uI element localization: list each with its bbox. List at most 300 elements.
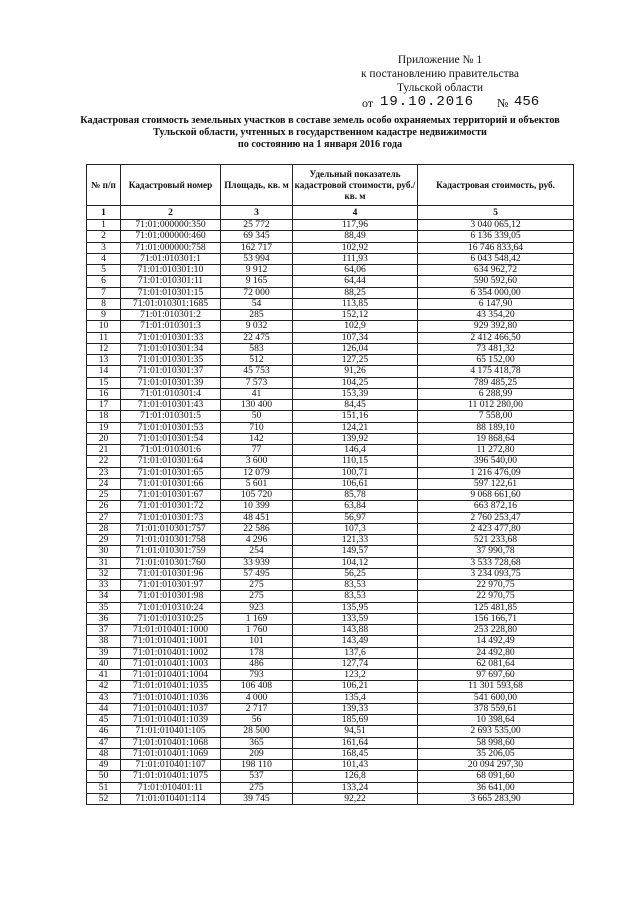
cadastral-number-cell: 71:01:010301:34 [121, 343, 221, 354]
cadastral-value-cell: 156 166,71 [418, 613, 574, 624]
area-cell: 9 032 [221, 321, 293, 332]
table-row [87, 366, 574, 377]
specific-value-cell: 92,22 [293, 793, 418, 804]
row-number-cell: 41 [87, 670, 121, 681]
row-number-cell: 23 [87, 467, 121, 478]
area-cell: 33 939 [221, 557, 293, 568]
specific-value-cell: 83,53 [293, 591, 418, 602]
area-cell: 209 [221, 748, 293, 759]
specific-value-cell: 153,39 [293, 388, 418, 399]
specific-value-cell: 101,43 [293, 760, 418, 771]
table-row [87, 287, 574, 298]
cadastral-value-cell: 20 094 297,30 [418, 760, 574, 771]
title-line: по состоянию на 1 января 2016 года [237, 139, 403, 150]
area-cell: 22 586 [221, 523, 293, 534]
cadastral-number-cell: 71:01:010401:1069 [121, 748, 221, 759]
cadastral-value-cell: 24 492,80 [418, 647, 574, 658]
appendix-region: Тульской области [396, 82, 483, 94]
decree-stamp [362, 94, 572, 110]
cadastral-number-cell: 71:01:010301:11 [121, 276, 221, 287]
cadastral-number-cell: 71:01:010401:11 [121, 782, 221, 793]
specific-value-cell: 135,4 [293, 692, 418, 703]
cadastral-value-cell: 16 746 833,64 [418, 242, 574, 253]
table-row [87, 715, 574, 726]
table-row [87, 478, 574, 489]
table-row [87, 512, 574, 523]
cadastral-number-cell: 71:01:010301:67 [121, 490, 221, 501]
column-index: 3 [221, 206, 293, 220]
decree-number: 456 [514, 94, 540, 110]
area-cell: 41 [221, 388, 293, 399]
area-cell: 53 994 [221, 253, 293, 264]
cadastral-value-cell: 3 533 728,68 [418, 557, 574, 568]
cadastral-value-cell: 4 175 418,78 [418, 366, 574, 377]
specific-value-cell: 113,85 [293, 298, 418, 309]
cadastral-value-cell: 2 412 466,50 [418, 332, 574, 343]
table-row [87, 321, 574, 332]
cadastral-value-cell: 3 665 283,90 [418, 793, 574, 804]
specific-value-cell: 117,96 [293, 220, 418, 231]
row-number-cell: 31 [87, 557, 121, 568]
area-cell: 365 [221, 737, 293, 748]
cadastral-value-cell: 36 641,00 [418, 782, 574, 793]
row-number-cell: 34 [87, 591, 121, 602]
cadastral-number-cell: 71:01:010301:1685 [121, 298, 221, 309]
area-cell: 4 000 [221, 692, 293, 703]
cadastral-value-cell: 58 998,60 [418, 737, 574, 748]
area-cell: 50 [221, 411, 293, 422]
specific-value-cell: 127,25 [293, 355, 418, 366]
specific-value-cell: 94,51 [293, 726, 418, 737]
area-cell: 9 165 [221, 276, 293, 287]
row-number-cell: 40 [87, 658, 121, 669]
row-number-cell: 45 [87, 715, 121, 726]
row-number-cell: 37 [87, 625, 121, 636]
cadastral-value-cell: 88 189,10 [418, 422, 574, 433]
row-number-cell: 3 [87, 242, 121, 253]
specific-value-cell: 149,57 [293, 546, 418, 557]
column-index: 4 [293, 206, 418, 220]
row-number-cell: 43 [87, 692, 121, 703]
table-row [87, 501, 574, 512]
column-number-row [87, 206, 574, 220]
row-number-cell: 48 [87, 748, 121, 759]
cadastral-number-cell: 71:01:010301:758 [121, 535, 221, 546]
cadastral-value-cell: 10 398,64 [418, 715, 574, 726]
area-cell: 48 451 [221, 512, 293, 523]
cadastral-number-cell: 71:01:010401:1002 [121, 647, 221, 658]
cadastral-value-cell: 22 970,75 [418, 591, 574, 602]
table-row [87, 692, 574, 703]
table-row [87, 377, 574, 388]
cadastral-number-cell: 71:01:010301:64 [121, 456, 221, 467]
specific-value-cell: 121,33 [293, 535, 418, 546]
row-number-cell: 8 [87, 298, 121, 309]
appendix-block [330, 53, 550, 95]
cadastral-number-cell: 71:01:010301:53 [121, 422, 221, 433]
table-row [87, 400, 574, 411]
row-number-cell: 36 [87, 613, 121, 624]
cadastral-value-cell: 11 012 280,00 [418, 400, 574, 411]
area-cell: 105 720 [221, 490, 293, 501]
area-cell: 254 [221, 546, 293, 557]
row-number-cell: 46 [87, 726, 121, 737]
cadastral-number-cell: 71:01:010301:72 [121, 501, 221, 512]
column-header-number: № п/п [87, 165, 121, 206]
table-row [87, 760, 574, 771]
specific-value-cell: 146,4 [293, 445, 418, 456]
specific-value-cell: 126,04 [293, 343, 418, 354]
row-number-cell: 10 [87, 321, 121, 332]
specific-value-cell: 139,92 [293, 433, 418, 444]
table-row [87, 613, 574, 624]
cadastral-value-cell: 14 492,49 [418, 636, 574, 647]
row-number-cell: 24 [87, 478, 121, 489]
cadastral-number-cell: 71:01:010301:33 [121, 332, 221, 343]
cadastral-number-cell: 71:01:010401:1004 [121, 670, 221, 681]
column-header-cadastral-number: Кадастровый номер [121, 165, 221, 206]
row-number-cell: 1 [87, 220, 121, 231]
specific-value-cell: 107,3 [293, 523, 418, 534]
cadastral-value-cell: 3 040 065,12 [418, 220, 574, 231]
table-row [87, 388, 574, 399]
area-cell: 178 [221, 647, 293, 658]
specific-value-cell: 139,33 [293, 703, 418, 714]
specific-value-cell: 100,71 [293, 467, 418, 478]
area-cell: 142 [221, 433, 293, 444]
specific-value-cell: 88,49 [293, 231, 418, 242]
specific-value-cell: 151,16 [293, 411, 418, 422]
table-row [87, 602, 574, 613]
cadastral-value-cell: 253 228,80 [418, 625, 574, 636]
cadastral-number-cell: 71:01:000000:460 [121, 231, 221, 242]
table-row [87, 726, 574, 737]
row-number-cell: 14 [87, 366, 121, 377]
cadastral-value-cell: 11 301 593,68 [418, 681, 574, 692]
table-row [87, 242, 574, 253]
column-index: 1 [87, 206, 121, 220]
table-body [87, 220, 574, 805]
specific-value-cell: 152,12 [293, 310, 418, 321]
table-row [87, 771, 574, 782]
cadastral-number-cell: 71:01:010401:1039 [121, 715, 221, 726]
area-cell: 77 [221, 445, 293, 456]
cadastral-value-cell: 62 081,64 [418, 658, 574, 669]
cadastral-value-cell: 22 970,75 [418, 580, 574, 591]
column-header-area: Площадь, кв. м [221, 165, 293, 206]
table-row [87, 670, 574, 681]
area-cell: 198 110 [221, 760, 293, 771]
row-number-cell: 2 [87, 231, 121, 242]
specific-value-cell: 111,93 [293, 253, 418, 264]
table-row [87, 568, 574, 579]
table-row [87, 748, 574, 759]
row-number-cell: 27 [87, 512, 121, 523]
area-cell: 275 [221, 580, 293, 591]
row-number-cell: 39 [87, 647, 121, 658]
row-number-cell: 16 [87, 388, 121, 399]
area-cell: 2 717 [221, 703, 293, 714]
specific-value-cell: 63,84 [293, 501, 418, 512]
cadastral-number-cell: 71:01:010301:5 [121, 411, 221, 422]
area-cell: 10 399 [221, 501, 293, 512]
cadastral-number-cell: 71:01:010401:1075 [121, 771, 221, 782]
table-row [87, 546, 574, 557]
table-row [87, 591, 574, 602]
cadastral-number-cell: 71:01:010301:37 [121, 366, 221, 377]
cadastral-number-cell: 71:01:010401:1003 [121, 658, 221, 669]
cadastral-number-cell: 71:01:010301:97 [121, 580, 221, 591]
specific-value-cell: 88,25 [293, 287, 418, 298]
appendix-title: Приложение № 1 [397, 54, 483, 66]
row-number-cell: 52 [87, 793, 121, 804]
cadastral-value-cell: 789 485,25 [418, 377, 574, 388]
cadastral-value-table [86, 164, 574, 805]
table-row [87, 737, 574, 748]
cadastral-number-cell: 71:01:010301:66 [121, 478, 221, 489]
row-number-cell: 19 [87, 422, 121, 433]
cadastral-value-cell: 97 697,60 [418, 670, 574, 681]
table-row [87, 580, 574, 591]
cadastral-number-cell: 71:01:010310:25 [121, 613, 221, 624]
area-cell: 285 [221, 310, 293, 321]
cadastral-number-cell: 71:01:010301:4 [121, 388, 221, 399]
cadastral-number-cell: 71:01:010401:1037 [121, 703, 221, 714]
area-cell: 486 [221, 658, 293, 669]
cadastral-value-cell: 73 481,32 [418, 343, 574, 354]
specific-value-cell: 126,8 [293, 771, 418, 782]
cadastral-number-cell: 71:01:010301:6 [121, 445, 221, 456]
cadastral-number-cell: 71:01:000000:758 [121, 242, 221, 253]
row-number-cell: 29 [87, 535, 121, 546]
specific-value-cell: 124,21 [293, 422, 418, 433]
area-cell: 5 601 [221, 478, 293, 489]
table-row [87, 411, 574, 422]
decree-date-prefix: от [362, 96, 374, 110]
table-row [87, 343, 574, 354]
row-number-cell: 49 [87, 760, 121, 771]
cadastral-value-cell: 1 216 476,09 [418, 467, 574, 478]
cadastral-number-cell: 71:01:010301:1 [121, 253, 221, 264]
cadastral-value-cell: 541 600,00 [418, 692, 574, 703]
table-row [87, 703, 574, 714]
table-row [87, 793, 574, 804]
table-row [87, 647, 574, 658]
specific-value-cell: 102,92 [293, 242, 418, 253]
specific-value-cell: 127,74 [293, 658, 418, 669]
table-row [87, 253, 574, 264]
row-number-cell: 11 [87, 332, 121, 343]
cadastral-number-cell: 71:01:010301:73 [121, 512, 221, 523]
cadastral-number-cell: 71:01:010401:1000 [121, 625, 221, 636]
cadastral-number-cell: 71:01:010301:759 [121, 546, 221, 557]
area-cell: 4 296 [221, 535, 293, 546]
area-cell: 7 573 [221, 377, 293, 388]
cadastral-value-cell: 37 990,78 [418, 546, 574, 557]
area-cell: 923 [221, 602, 293, 613]
row-number-cell: 5 [87, 265, 121, 276]
specific-value-cell: 168,45 [293, 748, 418, 759]
row-number-cell: 6 [87, 276, 121, 287]
cadastral-value-cell: 6 147,90 [418, 298, 574, 309]
specific-value-cell: 91,26 [293, 366, 418, 377]
cadastral-value-cell: 521 233,68 [418, 535, 574, 546]
cadastral-value-cell: 6 354 000,00 [418, 287, 574, 298]
row-number-cell: 47 [87, 737, 121, 748]
column-index: 5 [418, 206, 574, 220]
area-cell: 162 717 [221, 242, 293, 253]
table-row [87, 658, 574, 669]
row-number-cell: 4 [87, 253, 121, 264]
cadastral-number-cell: 71:01:010301:3 [121, 321, 221, 332]
cadastral-value-cell: 396 540,00 [418, 456, 574, 467]
row-number-cell: 9 [87, 310, 121, 321]
table-row [87, 298, 574, 309]
cadastral-number-cell: 71:01:010401:107 [121, 760, 221, 771]
area-cell: 72 000 [221, 287, 293, 298]
row-number-cell: 33 [87, 580, 121, 591]
area-cell: 45 753 [221, 366, 293, 377]
specific-value-cell: 185,69 [293, 715, 418, 726]
cadastral-number-cell: 71:01:010401:1068 [121, 737, 221, 748]
area-cell: 25 772 [221, 220, 293, 231]
specific-value-cell: 137,6 [293, 647, 418, 658]
cadastral-value-cell: 125 481,85 [418, 602, 574, 613]
specific-value-cell: 123,2 [293, 670, 418, 681]
cadastral-value-cell: 663 872,16 [418, 501, 574, 512]
cadastral-value-cell: 65 152,00 [418, 355, 574, 366]
cadastral-number-cell: 71:01:010301:760 [121, 557, 221, 568]
row-number-cell: 12 [87, 343, 121, 354]
cadastral-value-cell: 7 558,00 [418, 411, 574, 422]
specific-value-cell: 102,9 [293, 321, 418, 332]
cadastral-value-cell: 3 234 093,75 [418, 568, 574, 579]
area-cell: 22 475 [221, 332, 293, 343]
decree-number-prefix: № [497, 96, 509, 110]
cadastral-number-cell: 71:01:010310:24 [121, 602, 221, 613]
specific-value-cell: 85,78 [293, 490, 418, 501]
cadastral-number-cell: 71:01:010401:105 [121, 726, 221, 737]
table-row [87, 433, 574, 444]
row-number-cell: 50 [87, 771, 121, 782]
cadastral-number-cell: 71:01:010301:35 [121, 355, 221, 366]
row-number-cell: 20 [87, 433, 121, 444]
cadastral-value-cell: 2 423 477,80 [418, 523, 574, 534]
table-row [87, 445, 574, 456]
table-row [87, 422, 574, 433]
specific-value-cell: 83,53 [293, 580, 418, 591]
cadastral-value-cell: 2 760 253,47 [418, 512, 574, 523]
area-cell: 57 495 [221, 568, 293, 579]
cadastral-value-cell: 590 592,60 [418, 276, 574, 287]
cadastral-number-cell: 71:01:010301:43 [121, 400, 221, 411]
row-number-cell: 51 [87, 782, 121, 793]
column-header-specific-value: Удельный показатель кадастровой стоимости, руб./кв. м [293, 165, 418, 206]
row-number-cell: 13 [87, 355, 121, 366]
cadastral-number-cell: 71:01:010401:1036 [121, 692, 221, 703]
area-cell: 1 169 [221, 613, 293, 624]
cadastral-number-cell: 71:01:000000:350 [121, 220, 221, 231]
area-cell: 39 745 [221, 793, 293, 804]
cadastral-value-cell: 378 559,61 [418, 703, 574, 714]
table-row [87, 535, 574, 546]
table-row [87, 456, 574, 467]
decree-date: 19.10.2016 [380, 94, 475, 110]
specific-value-cell: 133,24 [293, 782, 418, 793]
area-cell: 54 [221, 298, 293, 309]
area-cell: 275 [221, 591, 293, 602]
area-cell: 710 [221, 422, 293, 433]
column-header-cadastral-value: Кадастровая стоимость, руб. [418, 165, 574, 206]
cadastral-value-cell: 634 962,72 [418, 265, 574, 276]
cadastral-value-cell: 597 122,61 [418, 478, 574, 489]
row-number-cell: 35 [87, 602, 121, 613]
specific-value-cell: 161,64 [293, 737, 418, 748]
cadastral-number-cell: 71:01:010301:2 [121, 310, 221, 321]
specific-value-cell: 104,12 [293, 557, 418, 568]
cadastral-number-cell: 71:01:010301:10 [121, 265, 221, 276]
specific-value-cell: 133,59 [293, 613, 418, 624]
table-row [87, 265, 574, 276]
cadastral-value-cell: 19 868,64 [418, 433, 574, 444]
row-number-cell: 15 [87, 377, 121, 388]
table-row [87, 625, 574, 636]
cadastral-number-cell: 71:01:010301:65 [121, 467, 221, 478]
table-row [87, 490, 574, 501]
table-row [87, 636, 574, 647]
cadastral-number-cell: 71:01:010301:15 [121, 287, 221, 298]
cadastral-value-cell: 6 043 548,42 [418, 253, 574, 264]
specific-value-cell: 106,21 [293, 681, 418, 692]
row-number-cell: 42 [87, 681, 121, 692]
table-row [87, 782, 574, 793]
area-cell: 106 408 [221, 681, 293, 692]
specific-value-cell: 64,44 [293, 276, 418, 287]
row-number-cell: 38 [87, 636, 121, 647]
area-cell: 12 079 [221, 467, 293, 478]
row-number-cell: 44 [87, 703, 121, 714]
area-cell: 583 [221, 343, 293, 354]
specific-value-cell: 143,88 [293, 625, 418, 636]
specific-value-cell: 84,45 [293, 400, 418, 411]
specific-value-cell: 56,25 [293, 568, 418, 579]
column-index: 2 [121, 206, 221, 220]
specific-value-cell: 107,34 [293, 332, 418, 343]
area-cell: 512 [221, 355, 293, 366]
table-row [87, 557, 574, 568]
title-line: Кадастровая стоимость земельных участков в составе земель особо охраняемых территорий и объектов [80, 115, 560, 126]
cadastral-value-cell: 11 272,80 [418, 445, 574, 456]
cadastral-value-cell: 929 392,80 [418, 321, 574, 332]
row-number-cell: 26 [87, 501, 121, 512]
table-row [87, 681, 574, 692]
table-row [87, 220, 574, 231]
area-cell: 3 600 [221, 456, 293, 467]
cadastral-value-cell: 68 091,60 [418, 771, 574, 782]
cadastral-number-cell: 71:01:010301:96 [121, 568, 221, 579]
specific-value-cell: 104,25 [293, 377, 418, 388]
table-header-row [87, 165, 574, 206]
appendix-reference: к постановлению правительства [360, 68, 520, 80]
cadastral-number-cell: 71:01:010401:114 [121, 793, 221, 804]
title-line: Тульской области, учтенных в государственном кадастре недвижимости [153, 127, 487, 138]
specific-value-cell: 135,95 [293, 602, 418, 613]
area-cell: 1 760 [221, 625, 293, 636]
specific-value-cell: 64,06 [293, 265, 418, 276]
cadastral-number-cell: 71:01:010401:1035 [121, 681, 221, 692]
cadastral-value-cell: 2 693 535,00 [418, 726, 574, 737]
area-cell: 275 [221, 782, 293, 793]
